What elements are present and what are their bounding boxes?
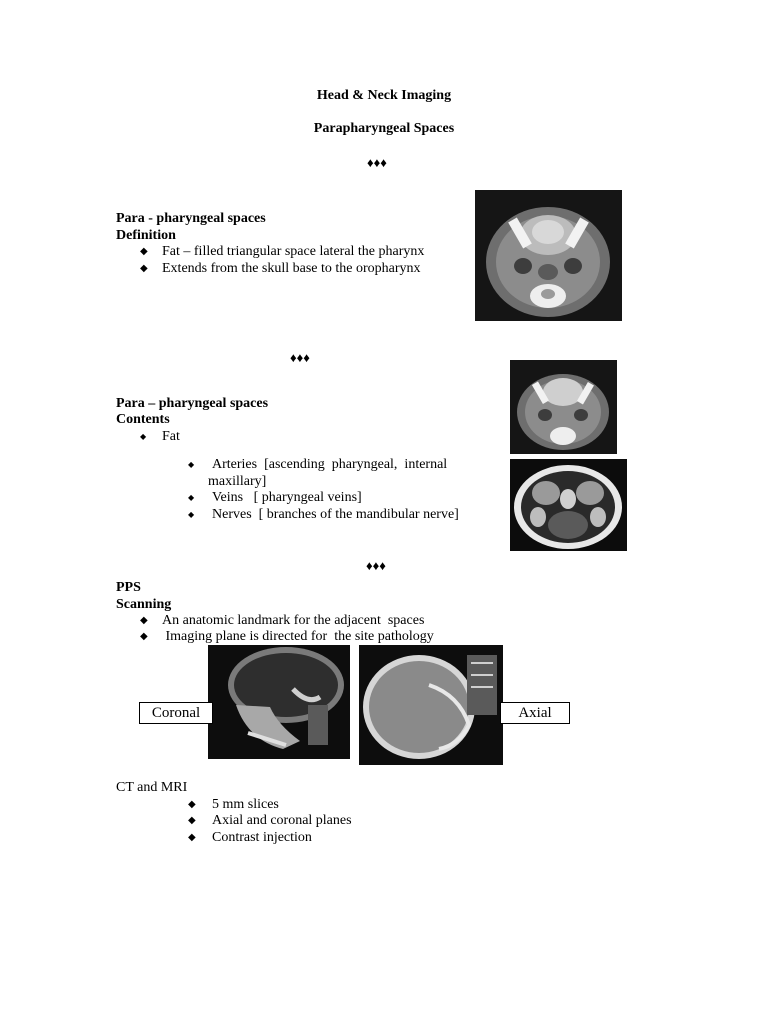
bullet-diamond-icon: ◆ — [188, 832, 196, 843]
list-item-continuation: maxillary] — [208, 474, 267, 489]
mri-axial-skull-base-image — [510, 459, 627, 551]
bullet-diamond-icon: ◆ — [140, 615, 148, 626]
bullet-small-icon: ◆ — [188, 510, 195, 519]
list-item: Imaging plane is directed for the site pathology — [162, 629, 434, 644]
list-item: Fat – filled triangular space lateral the pharynx — [162, 244, 425, 259]
bullet-small-icon: ◆ — [188, 493, 195, 502]
section-heading: Para - pharyngeal spaces — [116, 211, 266, 226]
ct-axial-neck-image-small — [510, 360, 617, 454]
section-subheading: Definition — [116, 228, 176, 243]
section-subheading: Contents — [116, 412, 170, 427]
list-item: Fat — [162, 429, 180, 444]
section-subheading: Scanning — [116, 597, 172, 612]
list-item: Extends from the skull base to the oropharynx — [162, 261, 421, 276]
bullet-small-icon: ◆ — [140, 432, 147, 441]
section-heading: Para – pharyngeal spaces — [116, 396, 269, 411]
lateral-skull-radiograph-image — [208, 645, 350, 759]
bullet-diamond-icon: ◆ — [140, 631, 148, 642]
list-item: Axial and coronal planes — [212, 813, 352, 828]
list-item: Nerves [ branches of the mandibular nerve] — [212, 507, 459, 522]
bullet-diamond-icon: ◆ — [140, 263, 148, 274]
diamond-separator-icon: ♦♦♦ — [290, 350, 310, 365]
list-item: An anatomic landmark for the adjacent spaces — [162, 613, 425, 628]
lateral-skull-ct-scout-image — [359, 645, 503, 765]
section-heading: PPS — [116, 580, 141, 595]
list-item: Contrast injection — [212, 830, 312, 845]
bullet-diamond-icon: ◆ — [188, 799, 196, 810]
list-item: Veins [ pharyngeal veins] — [212, 490, 362, 505]
page-title: Head & Neck Imaging — [316, 88, 452, 103]
section-heading: CT and MRI — [116, 780, 188, 795]
diamond-separator-icon: ♦♦♦ — [367, 155, 387, 170]
bullet-diamond-icon: ◆ — [188, 815, 196, 826]
list-item: Arteries [ascending pharyngeal, internal — [212, 457, 448, 472]
bullet-small-icon: ◆ — [188, 460, 195, 469]
page-subtitle: Parapharyngeal Spaces — [313, 121, 455, 136]
diamond-separator-icon: ♦♦♦ — [366, 558, 386, 573]
ct-axial-neck-image — [475, 190, 622, 321]
bullet-diamond-icon: ◆ — [140, 246, 148, 257]
coronal-label: Coronal — [139, 702, 213, 724]
list-item: 5 mm slices — [212, 797, 279, 812]
axial-label: Axial — [500, 702, 570, 724]
